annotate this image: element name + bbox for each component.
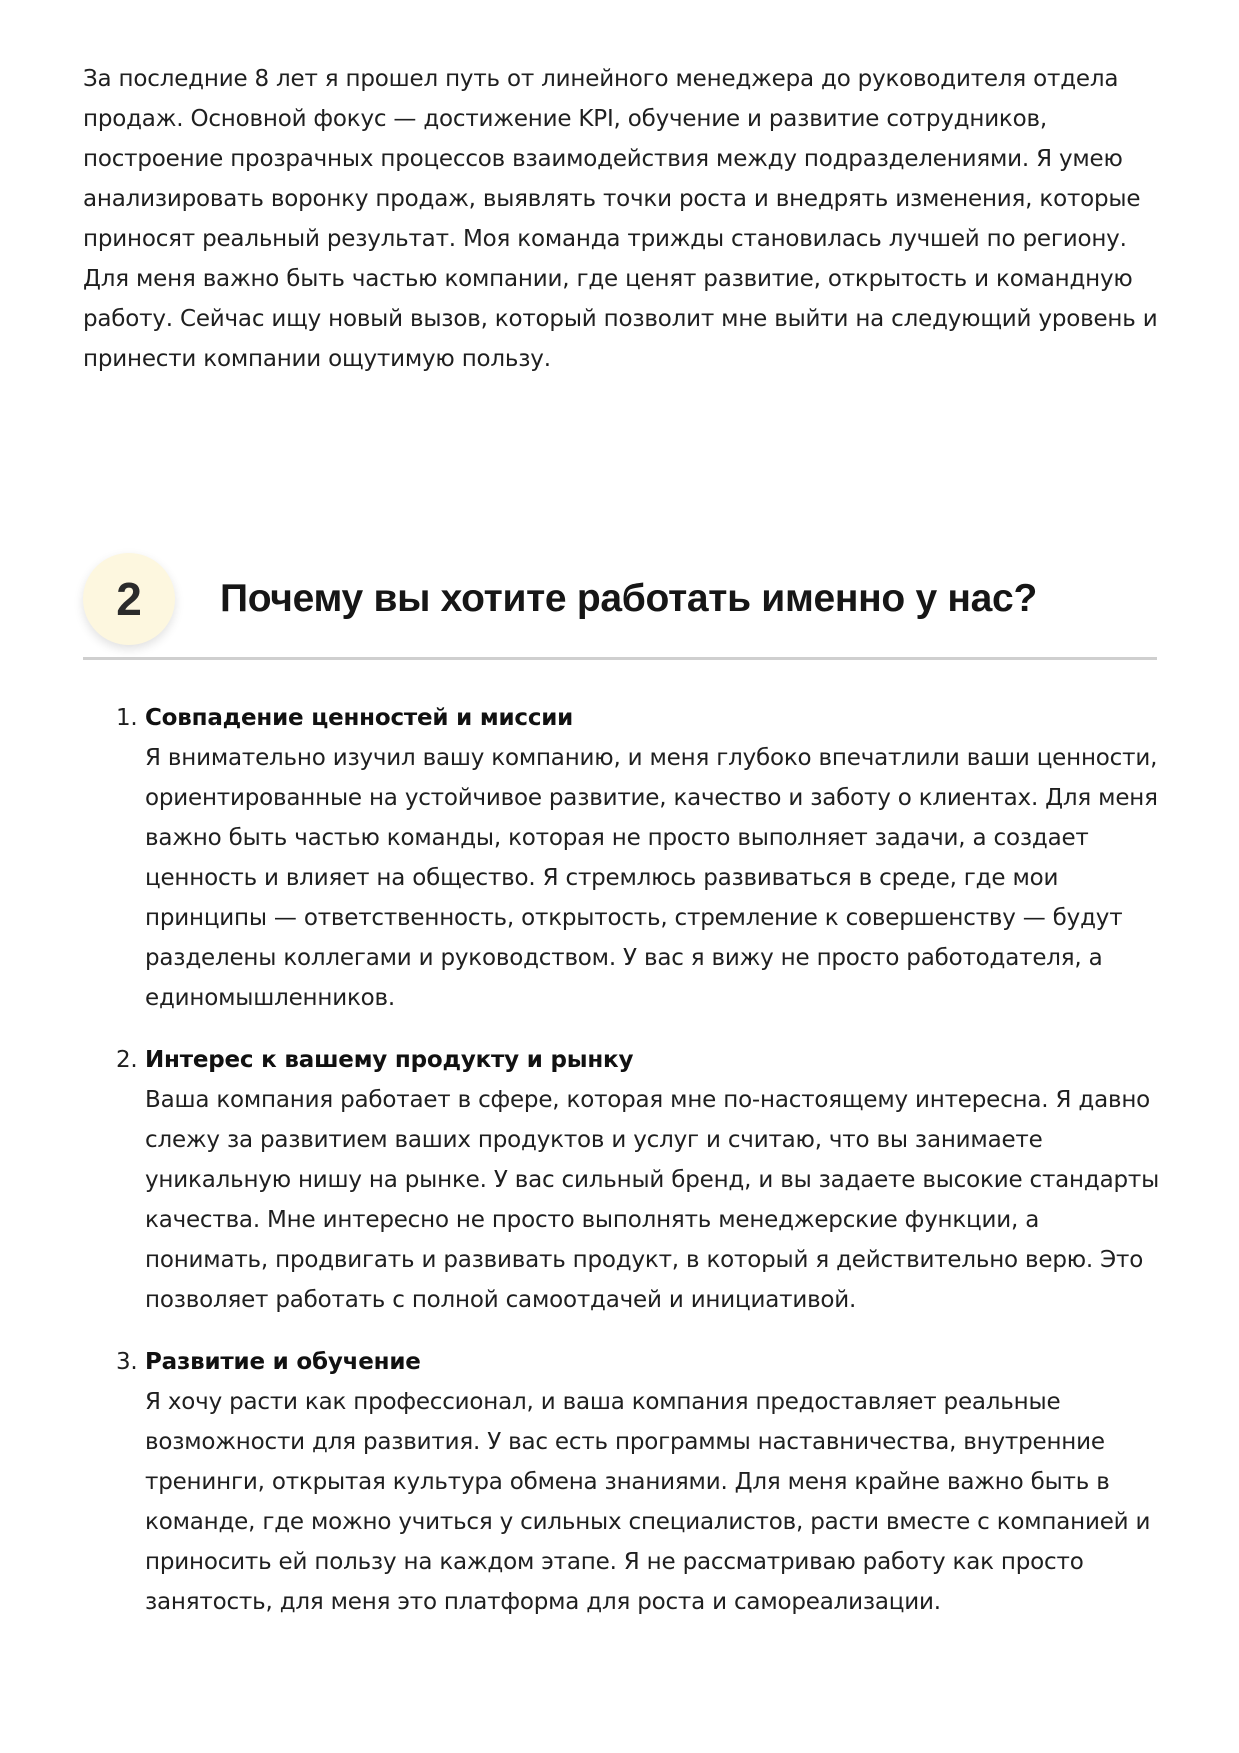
list-item-number: 3. (116, 1349, 138, 1375)
intro-paragraph: За последние 8 лет я прошел путь от линейного менеджера до руководителя отдела продаж. Основной фокус — достижение KPI, обучение и развитие сотрудников, построение прозрачных процессов взаимодействия между подразделениями. Я умею анализировать воронку продаж, выявлять точки роста и внедрять изменения, которые приносят реальный результат. Моя команда трижды становилась лучшей по региону. Для меня важно быть частью компании, где ценят развитие, открытость и командную работу. Сейчас ищу новый вызов, который позволит мне выйти на следующий уровень и принести компании ощутимую пользу. (83, 66, 1158, 372)
list-item (116, 698, 1165, 1018)
list-item-number: 1. (116, 705, 138, 731)
section-header (83, 553, 1157, 660)
list-item (116, 1040, 1165, 1320)
section-title: Почему вы хотите работать именно у нас? (220, 577, 1037, 620)
list-item (116, 1342, 1165, 1622)
reasons-list (116, 698, 1165, 1622)
list-item-number: 2. (116, 1047, 138, 1073)
list-item-text: Ваша компания работает в сфере, которая мне по-настоящему интересна. Я давно слежу за развитием ваших продуктов и услуг и считаю, что вы занимаете уникальную нишу на рынке. У вас сильный бренд, и вы задаете высокие стандарты качества. Мне интересно не просто выполнять менеджерские функции, а понимать, продвигать и развивать продукт, в который я действительно верю. Это позволяет работать с полной самоотдачей и инициативой. (145, 1087, 1160, 1313)
section-number-badge: 2 (83, 553, 175, 645)
list-item-text: Я хочу расти как профессионал, и ваша компания предоставляет реальные возможности для развития. У вас есть программы наставничества, внутренние тренинги, открытая культура обмена знаниями. Для меня крайне важно быть в команде, где можно учиться у сильных специалистов, расти вместе с компанией и приносить ей пользу на каждом этапе. Я не рассматриваю работу как просто занятость, для меня это платформа для роста и самореализации. (145, 1389, 1151, 1615)
list-item-text: Я внимательно изучил вашу компанию, и меня глубоко впечатлили ваши ценности, ориентированные на устойчивое развитие, качество и заботу о клиентах. Для меня важно быть частью команды, которая не просто выполняет задачи, а создает ценность и влияет на общество. Я стремлюсь развиваться в среде, где мои принципы — ответственность, открытость, стремление к совершенству — будут разделены коллегами и руководством. У вас я вижу не просто работодателя, а единомышленников. (145, 745, 1158, 1011)
list-item-title: Совпадение ценностей и миссии (145, 705, 574, 731)
list-item-title: Развитие и обучение (145, 1349, 421, 1375)
list-item-title: Интерес к вашему продукту и рынку (145, 1047, 634, 1073)
